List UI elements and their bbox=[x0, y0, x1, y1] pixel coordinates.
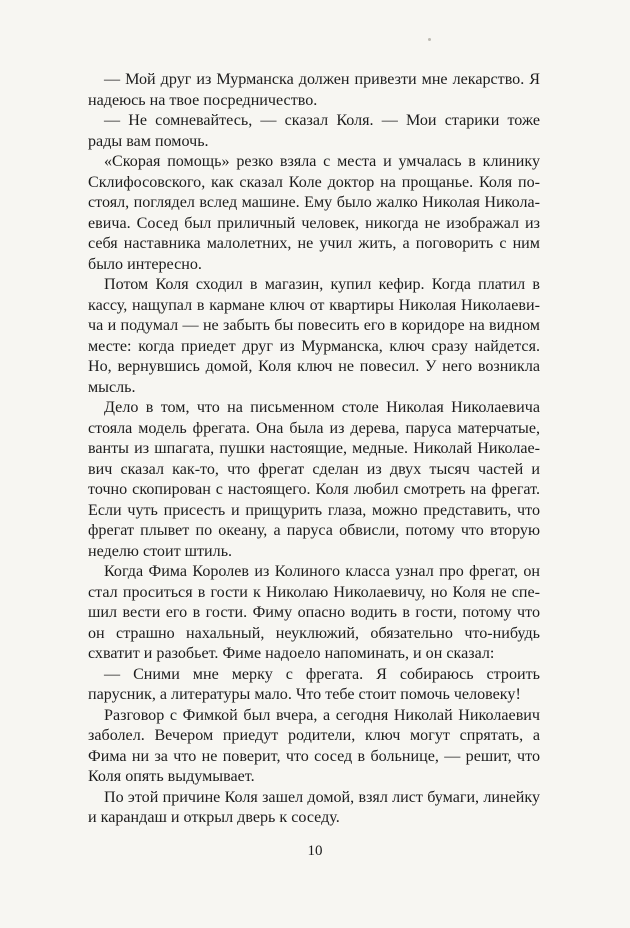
scan-speck bbox=[428, 38, 431, 41]
page-number: 10 bbox=[307, 843, 323, 859]
paragraph-1: — Мой друг из Мурманска должен привезти мне лекарство. Я надеюсь на твое посредничество. bbox=[88, 71, 540, 109]
paragraph-6: Когда Фима Королев из Колиного класса узнал про фрегат, он стал проситься в гости к Николаю Николаевичу, но Коля не спешил вести его в гости. Фиму опасно водить в гости, потому что он страшно нахальный, неуклюжий, обязательно что-нибудь схватит и разобьет. Фиме надоело напоминать, и он сказал: bbox=[88, 563, 540, 662]
paragraph-5: Дело в том, что на письменном столе Николая Николаевича стояла модель фрегата. Она была из дерева, паруса матерчатые, ванты из шпагата, пушки настоящие, медные. Николай Николаевич сказал как-то, что фрегат сделан из двух тысяч частей и точно скопирован с настоящего. Коля любил смотреть на фрегат. Если чуть присесть и прищурить глаза, можно представить, что фрегат плывет по океану, а паруса обвисли, потому что вторую неделю стоит штиль. bbox=[88, 399, 540, 560]
paragraph-8: Разговор с Фимкой был вчера, а сегодня Николай Николаевич заболел. Вечером приедут родители, ключ могут спрятать, а Фима ни за что не поверит, что сосед в больнице, — решит, что Коля опять выдумывает. bbox=[88, 706, 540, 785]
paragraph-7: — Сними мне мерку с фрегата. Я собираюсь строить парусник, а литературы мало. Что тебе стоит помочь человеку! bbox=[88, 665, 540, 703]
paragraph-4: Потом Коля сходил в магазин, купил кефир. Когда платил в кассу, нащупал в кармане ключ от квартиры Николая Николаевича и подумал — не забыть бы повесить его в коридоре на видном месте: когда приедет друг из Мурманска, ключ сразу найдется. Но, вернувшись домой, Коля ключ не повесил. У него возникла мысль. bbox=[88, 276, 540, 396]
page-text bbox=[88, 70, 540, 829]
paragraph-2: — Не сомневайтесь, — сказал Коля. — Мои старики тоже рады вам помочь. bbox=[88, 112, 540, 150]
paragraph-9: По этой причине Коля зашел домой, взял лист бумаги, линейку и карандаш и открыл дверь к соседу. bbox=[88, 788, 540, 826]
paragraph-3: «Скорая помощь» резко взяла с места и умчалась в клинику Склифосовского, как сказал Коле доктор на прощанье. Коля постоял, поглядел вслед машине. Ему было жалко Николая Николаевича. Сосед был приличный человек, никогда не изображал из себя наставника малолетних, не учил жить, а поговорить с ним было интересно. bbox=[88, 153, 540, 273]
